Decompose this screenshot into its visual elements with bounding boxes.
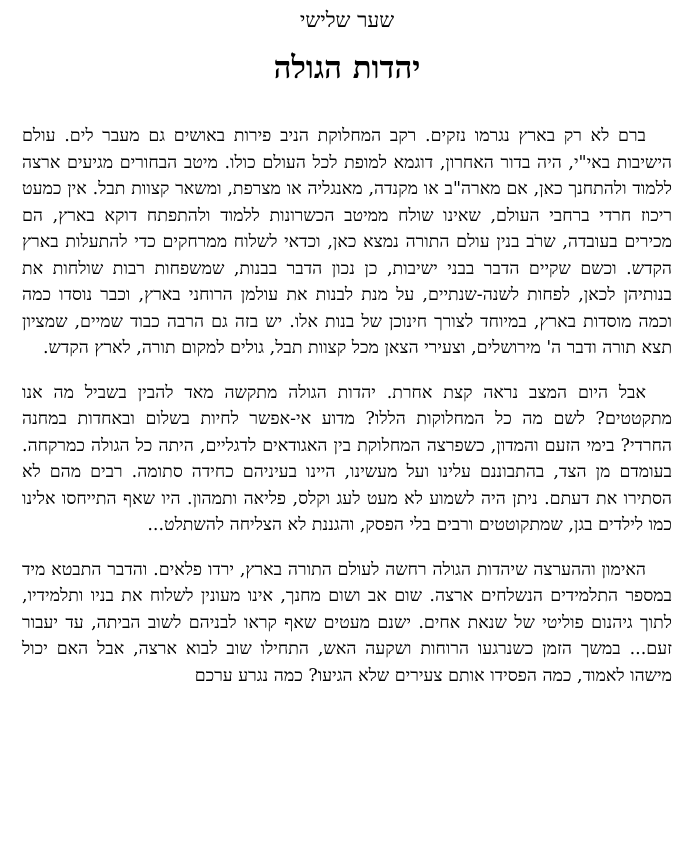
paragraph-3: האימון וההערצה שיהדות הגולה רחשה לעולם התורה בארץ, ירדו פלאים. והדבר התבטא מיד במספר התלמידים הנשלחים ארצה. שום אב ושום מחנך, אינו מעונין לשלוח את בניו ותלמידיו, לתוך גיהנום פוליטי של שנאת אחים. ישנם מעטים שאף קראו לבניהם לשוב הביתה, עד יעבור זעם... במשך הזמן כשנרגעו הרוחות ושקעה האש, התחילו שוב לבוא ארצה, אבל האם יכול מישהו לאמוד, כמה הפסידו אותם צעירים שלא הגיעו? כמה נגרע ערכם bbox=[22, 559, 672, 686]
page-title: יהדות הגולה bbox=[273, 50, 421, 86]
paragraph-2: אבל היום המצב נראה קצת אחרת. יהדות הגולה מתקשה מאד להבין בשביל מה אנו מתקטטים? לשם מה כל המחלוקות הללו? מדוע אי-אפשר לחיות בשלום ובאחדות במחנה החרדי? בימי הזעם והמדון, כשפרצה המחלוקת בין האגודאים לדגליים, היתה כל הגולה כמרקחה. בעומדם מן הצד, בהתבוננם עלינו ועל מעשינו, היינו בעיניהם כחידה סתומה. רבים מהם לא הסתירו את דעתם. ניתן היה לשמוע לא מעט לעג וקלס, פליאה ותמהון. היו שאף התייחסו אלינו כמו לילדים בגן, שמתקוטטים ורבים בלי הפסק, והגננת לא הצליחה להשתלט... bbox=[22, 382, 672, 535]
body-text bbox=[22, 123, 672, 707]
paragraph-1: ברם לא רק בארץ נגרמו נזקים. רקב המחלוקת הניב פירות באושים גם מעבר לים. עולם הישיבות באי"י, היה בדור האחרון, דוגמא למופת לכל העולם כולו. מיטב הבחורים מגיעים ארצה ללמוד ולהתחנך כאן, אם מארה"ב או מקנדה, מאנגליה או מצרפת, ומשאר קצוות תבל. אין כמעט ריכוז חרדי ברחבי העולם, שאינו שולח ממיטב הכשרונות ללמוד ולהתפתח דוקא בארץ, הם מכירים בעובדה, שרֹב בנין עולם התורה נמצא כאן, וכדאי לשלוח ממרחקים כדי להתעלות בארץ הקדש. וכשם שקיים הדבר בבני ישיבות, כן נכון הדבר בבנות, שמשפחות רבות שולחות את בנותיהן לכאן, לפחות לשנה-שנתיים, על מנת לבנות את עולמן הרוחני בארץ, וכבר נוסדו כמה וכמה מוסדות בארץ, במיוחד לצורך חינוכן של בנות אלו. יש בזה גם הרבה כבוד שמיים, שמציון תצא תורה ודבר ה' מירושלים, וצעירי הצאן מכל קצוות תבל, גולים למקום תורה, לארץ הקדש. bbox=[22, 126, 672, 358]
section-subtitle: שער שלישי bbox=[299, 8, 395, 32]
